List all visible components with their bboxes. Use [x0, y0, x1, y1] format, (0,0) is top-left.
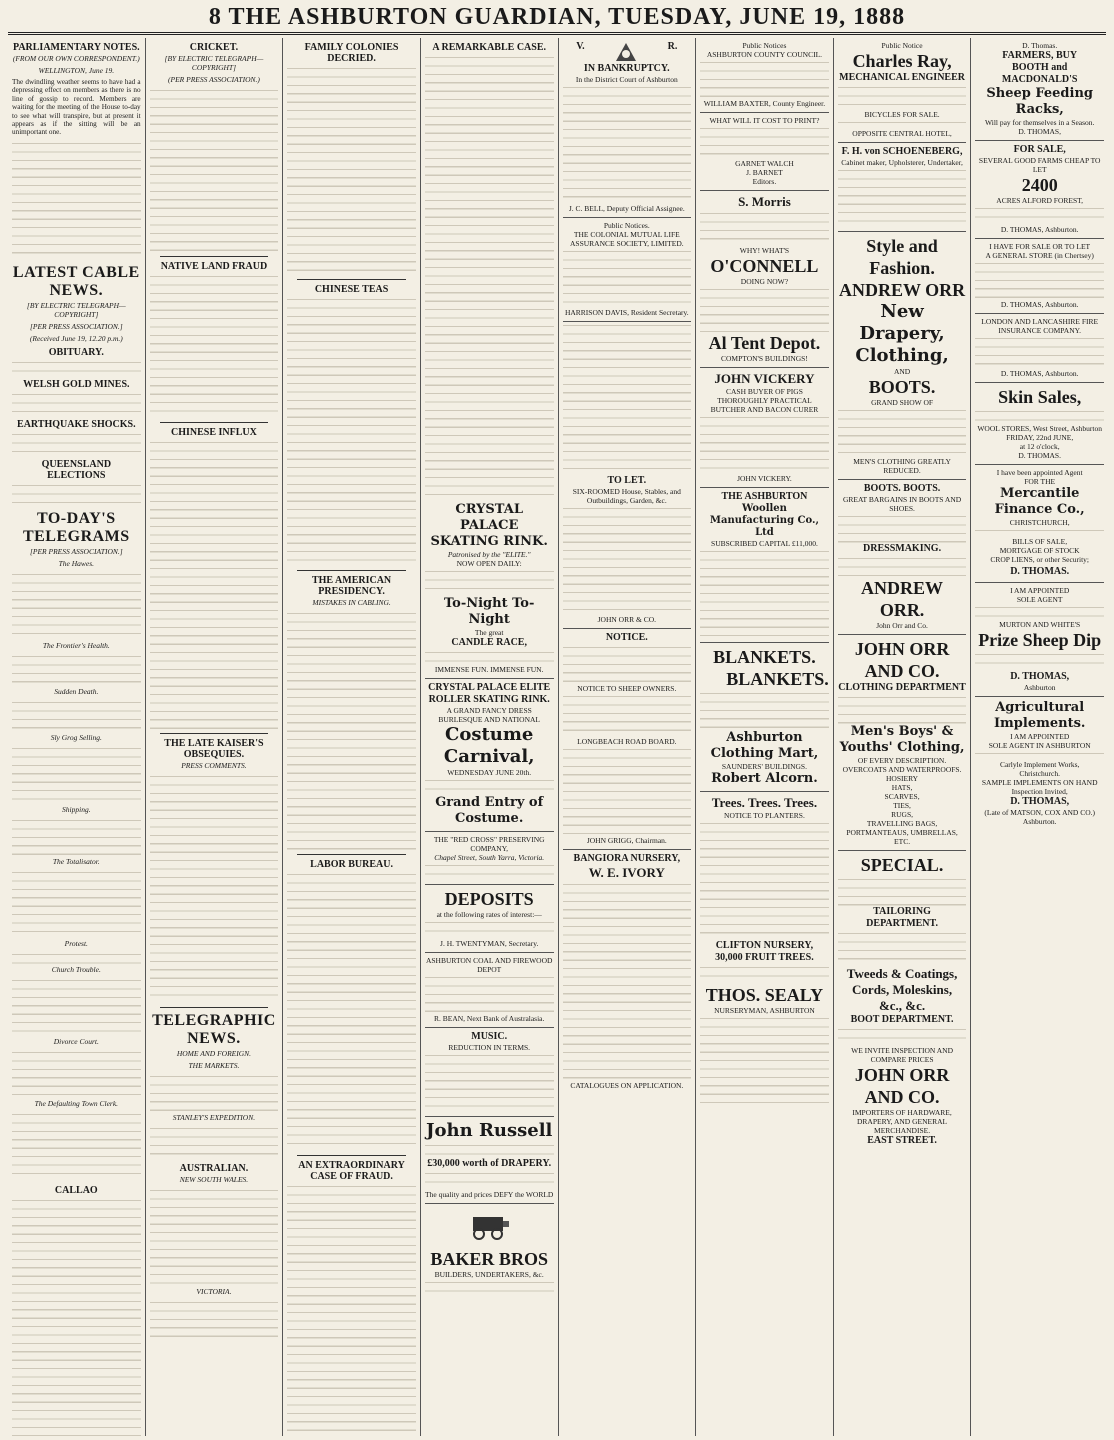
subhead: [PER PRESS ASSOCIATION.]	[29, 546, 123, 556]
ad-bankruptcy: V. R. IN BANKRUPTCY. In the District Court of Ashburton J. C. BELL, Deputy Official Assignee.	[563, 38, 692, 218]
ad-costume-carnival: CRYSTAL PALACE ELITE ROLLER SKATING RINK. A GRAND FANCY DRESS BURLESQUE AND NATIONAL Costume Carnival, WEDNESDAY JUNE 20th. Grand Entry of Costume.	[425, 679, 554, 832]
headline-telegraphic-news: TELEGRAPHIC NEWS.	[152, 1012, 276, 1047]
item-head: NEW SOUTH WALES.	[179, 1175, 249, 1184]
headline-todays-telegrams: TO-DAY'S TELEGRAMS	[22, 509, 130, 545]
item-head: QUEENSLAND ELECTIONS	[41, 458, 112, 481]
ad-general-store: I HAVE FOR SALE OR TO LET A GENERAL STORE (in Chertsey) D. THOMAS, Ashburton.	[975, 239, 1104, 314]
headline-parliamentary-notes: PARLIAMENTARY NOTES.	[12, 42, 140, 53]
article-body	[150, 1187, 279, 1287]
ad-skin-sales: Skin Sales, WOOL STORES, West Street, Ashburton FRIDAY, 22nd JUNE, at 12 o'clock, D. THOMAS.	[975, 383, 1104, 465]
headline-extraordinary-fraud: AN EXTRAORDINARY CASE OF FRAUD.	[298, 1160, 405, 1182]
royal-crest-icon	[612, 41, 640, 63]
item-head: Shipping.	[62, 804, 91, 814]
ad-booth-macdonald-racks: D. Thomas. FARMERS, BUY BOOTH and MACDONALD'S Sheep Feeding Racks, Will pay for themselves in a Season. D. THOMAS,	[975, 38, 1104, 141]
column-1	[8, 38, 146, 1436]
item-head: Divorce Court.	[53, 1036, 99, 1046]
article-body	[287, 296, 416, 566]
ad-music: MUSIC. REDUCTION IN TERMS.	[425, 1028, 554, 1117]
item-head: The Hawes.	[58, 558, 95, 568]
ad-trees: Trees. Trees. Trees. NOTICE TO PLANTERS. CLIFTON NURSERY, 30,000 FRUIT TREES. THOS. SEALY NURSERYMAN, ASHBURTON	[700, 792, 829, 1109]
item-head: Protest.	[64, 938, 88, 948]
ad-notices: NOTICE. NOTICE TO SHEEP OWNERS. LONGBEACH ROAD BOARD. JOHN GRIGG, Chairman.	[563, 629, 692, 850]
article-body	[150, 1299, 279, 1339]
ad-farms-for-sale: FOR SALE, SEVERAL GOOD FARMS CHEAP TO LET 2400 ACRES ALFORD FOREST, D. THOMAS, Ashburton.	[975, 141, 1104, 239]
item-head: The Defaulting Town Clerk.	[34, 1098, 119, 1108]
article-body	[425, 54, 554, 499]
headline-american-presidency: THE AMERICAN PRESIDENCY.	[311, 575, 392, 597]
article-body	[150, 1073, 279, 1113]
headline-native-land-fraud: NATIVE LAND FRAUD	[160, 261, 268, 272]
article-body	[12, 817, 141, 857]
article-body	[12, 1197, 141, 1436]
column-2	[146, 38, 284, 1436]
ad-deposits: DEPOSITS at the following rates of interest:— J. H. TWENTYMAN, Secretary.	[425, 885, 554, 953]
article-body	[287, 610, 416, 850]
item: (Received June 19, 12.20 p.m.)	[29, 333, 123, 343]
article-body	[12, 653, 141, 687]
article-body	[12, 571, 141, 641]
headline-cricket: CRICKET.	[189, 42, 239, 53]
headline-family-colonies: FAMILY COLONIES DECRIED.	[304, 42, 399, 64]
article-body	[12, 359, 141, 375]
item-head: The Frontier's Health.	[42, 640, 110, 650]
article-body	[12, 482, 141, 506]
ad-mercantile-finance: I have been appointed Agent FOR THE Mercantile Finance Co., CHRISTCHURCH, BILLS OF SALE, MORTGAGE OF STOCK CROP LIENS, or other Security; D. THOMAS.	[975, 465, 1104, 583]
ad-bangiora-nursery: BANGIORA NURSERY, W. E. IVORY CATALOGUES ON APPLICATION.	[563, 850, 692, 1094]
item-head: AUSTRALIAN.	[179, 1163, 249, 1174]
ad-john-orr-clothing: JOHN ORR AND CO. CLOTHING DEPARTMENT Men's Boys' & Youths' Clothing, OF EVERY DESCRIPTION. OVERCOATS AND WATERPROOFS. HOSIERY HATS, SCARVES, TIES, RUGS, TRAVELLING BAGS, PORTMANTEAUS, UMBRELLAS, ETC.	[838, 635, 967, 851]
item-head: Sudden Death.	[54, 686, 99, 696]
ad-s-morris: S. Morris WHY! WHAT'S O'CONNELL DOING NOW? Al Tent Depot. COMPTON'S BUILDINGS!	[700, 191, 829, 368]
subhead: MISTAKES IN CABLING.	[312, 598, 391, 607]
headline-chinese-teas: CHINESE TEAS	[314, 284, 389, 295]
article-body	[12, 977, 141, 1037]
subhead: [PER PRESS ASSOCIATION.]	[29, 321, 123, 331]
headline-kaiser-obsequies: THE LATE KAISER'S OBSEQUIES.	[164, 738, 264, 760]
item-head: OBITUARY.	[48, 346, 104, 358]
column-8	[971, 38, 1108, 1436]
ad-blankets: BLANKETS. BLANKETS. Ashburton Clothing Mart, SAUNDERS' BUILDINGS. Robert Alcorn.	[700, 643, 829, 792]
column-6	[696, 38, 834, 1436]
item-head: STANLEY'S EXPEDITION.	[172, 1113, 256, 1122]
headline-labor-bureau: LABOR BUREAU.	[310, 859, 393, 870]
columns	[8, 38, 1108, 1436]
ad-woollen-company: THE ASHBURTON Woollen Manufacturing Co., Ltd SUBSCRIBED CAPITAL £11,000.	[700, 488, 829, 643]
article-body	[12, 140, 141, 260]
subhead: PRESS COMMENTS.	[181, 761, 247, 770]
ad-baker-bros: BAKER BROS BUILDERS, UNDERTAKERS, &c.	[425, 1204, 554, 1299]
ad-schoeneberg: F. H. von SCHOENEBERG, Cabinet maker, Upholsterer, Undertaker,	[838, 143, 967, 232]
headline-remarkable-case: A REMARKABLE CASE.	[432, 42, 546, 53]
item-head: Church Trouble.	[51, 964, 101, 974]
article-text: The dwindling weather seems to have had a depressing effect on members as there is no line of gossip to record. Members are waiting for the meeting of the House to-day to see what will transpire, but at present it appears as if the sitting will be an unimportant one.	[12, 78, 141, 137]
article-body	[287, 1183, 416, 1436]
article-body	[12, 699, 141, 733]
ad-john-vickery: JOHN VICKERY CASH BUYER OF PIGS THOROUGHLY PRACTICAL BUTCHER AND BACON CURER JOHN VICKERY.	[700, 368, 829, 488]
item-head: Sly Grog Selling.	[50, 732, 102, 742]
ad-fire-insurance: LONDON AND LANCASHIRE FIRE INSURANCE COMPANY. D. THOMAS, Ashburton.	[975, 314, 1104, 383]
subhead: (FROM OUR OWN CORRESPONDENT.)	[12, 54, 140, 63]
ad-colonial-mutual: Public Notices. THE COLONIAL MUTUAL LIFE ASSURANCE SOCIETY, LIMITED. HARRISON DAVIS, Resident Secretary.	[563, 218, 692, 322]
column-7	[834, 38, 972, 1436]
item-head: The Totalisator.	[52, 856, 100, 866]
ad-andrew-orr-drapery: Style and Fashion. ANDREW ORR New Drapery, Clothing, AND BOOTS. GRAND SHOW OF MEN'S CLOTHING GREATLY REDUCED.	[838, 232, 967, 480]
ad-sheep-dip: I AM APPOINTED SOLE AGENT MURTON AND WHITE'S Prize Sheep Dip D. THOMAS, Ashburton	[975, 583, 1104, 697]
item-head: WELSH GOLD MINES.	[23, 378, 130, 390]
article-body	[12, 951, 141, 965]
notice-text	[563, 322, 692, 472]
headline-callao: CALLAO	[54, 1184, 98, 1196]
ad-crystal-palace-rink: CRYSTAL PALACE SKATING RINK. Patronised by the "ELITE." NOW OPEN DAILY: To-Night To-Night The great CANDLE RACE, IMMENSE FUN. IMMENSE FUN.	[425, 499, 554, 679]
masthead: 8 THE ASHBURTON GUARDIAN, TUESDAY, JUNE 19, 1888	[8, 2, 1106, 35]
ad-coal-depot: ASHBURTON COAL AND FIREWOOD DEPOT R. BEAN, Next Bank of Australasia.	[425, 953, 554, 1028]
article-body	[12, 869, 141, 939]
headline-chinese-influx: CHINESE INFLUX	[171, 427, 257, 438]
article-body	[150, 439, 279, 729]
article-body	[12, 431, 141, 455]
article-body	[150, 1125, 279, 1159]
article-body	[150, 773, 279, 1003]
article-body	[12, 745, 141, 805]
hearse-illustration-icon	[467, 1209, 511, 1241]
ad-agricultural-implements: Agricultural Implements. I AM APPOINTED SOLE AGENT IN ASHBURTON Carlyle Implement Works, Christchurch. SAMPLE IMPLEMENTS ON HAND Inspection Invited, D. THOMAS, (Late of MATSON, COX AND CO.) Ashburton.	[975, 697, 1104, 830]
article-body	[150, 87, 279, 252]
ad-boots: BOOTS. BOOTS. GREAT BARGAINS IN BOOTS AND SHOES. DRESSMAKING. ANDREW ORR. John Orr and Co.	[838, 480, 967, 635]
column-3	[283, 38, 421, 1436]
article-body	[287, 65, 416, 275]
ad-charles-ray: Public Notice Charles Ray, MECHANICAL ENGINEER BICYCLES FOR SALE. OPPOSITE CENTRAL HOTEL,	[838, 38, 967, 143]
subhead: (PER PRESS ASSOCIATION.)	[168, 75, 260, 84]
article-body	[12, 391, 141, 415]
article-body	[12, 1049, 141, 1099]
article-body	[287, 871, 416, 1151]
column-4	[421, 38, 559, 1436]
ad-print-cost: WHAT WILL IT COST TO PRINT? GARNET WALCH J. BARNET Editors.	[700, 113, 829, 191]
article-body	[150, 273, 279, 418]
article-body	[12, 1111, 141, 1181]
item-head: EARTHQUAKE SHOCKS.	[17, 418, 136, 430]
ad-special: SPECIAL. TAILORING DEPARTMENT. Tweeds & Coatings, Cords, Moleskins, &c., &c. BOOT DEPARTMENT. WE INVITE INSPECTION AND COMPARE PRICES JOHN ORR AND CO. IMPORTERS OF HARDWARE, DRAPERY, AND GENERAL MERCHANDISE. EAST STREET.	[838, 851, 967, 1151]
ad-red-cross-preserving: THE "RED CROSS" PRESERVING COMPANY, Chapel Street, South Yarra, Victoria.	[425, 832, 554, 885]
column-5	[559, 38, 697, 1436]
item-head: THE MARKETS.	[188, 1061, 240, 1070]
headline-latest-cable-news: LATEST CABLE NEWS.	[12, 263, 140, 299]
ad-county-council: Public Notices ASHBURTON COUNTY COUNCIL. WILLIAM BAXTER, County Engineer.	[700, 38, 829, 113]
subhead: [BY ELECTRIC TELEGRAPH—COPYRIGHT]	[164, 54, 264, 72]
subhead: HOME AND FOREIGN.	[176, 1049, 252, 1058]
subhead: [BY ELECTRIC TELEGRAPH—COPYRIGHT]	[26, 300, 126, 319]
dateline: WELLINGTON, June 19.	[38, 66, 115, 75]
ad-john-russell: John Russell £30,000 worth of DRAPERY. The quality and prices DEFY the WORLD	[425, 1117, 554, 1204]
item-head: VICTORIA.	[196, 1287, 232, 1296]
ad-to-let: TO LET. SIX-ROOMED House, Stables, and Outbuildings, Garden, &c. JOHN ORR & CO.	[563, 472, 692, 629]
